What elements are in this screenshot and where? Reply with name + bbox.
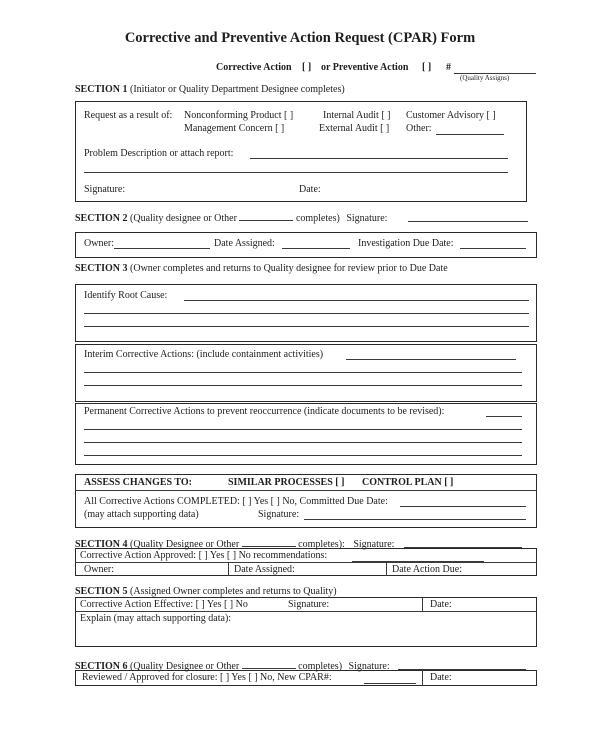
attach-supporting-data-note: (may attach supporting data): [84, 509, 199, 520]
permanent-actions-line[interactable]: [84, 455, 522, 456]
assess-signature-field[interactable]: [304, 519, 526, 520]
actions-completed-label: All Corrective Actions COMPLETED: [ ] Yes [ ] No, Committed Due Date:: [84, 496, 388, 507]
preventive-action-checkbox[interactable]: [ ]: [422, 62, 432, 73]
section5-col-divider: [422, 597, 423, 611]
permanent-actions-line[interactable]: [84, 442, 522, 443]
section6-desc-a: (Quality Designee or Other: [130, 661, 240, 672]
section2-desc-a: (Quality designee or Other: [130, 213, 237, 224]
problem-description-label: Problem Description or attach report:: [84, 148, 234, 159]
investigation-due-field[interactable]: [460, 248, 526, 249]
section2-signature-field[interactable]: [408, 221, 528, 222]
internal-audit-checkbox[interactable]: Internal Audit [ ]: [323, 110, 391, 121]
control-plan-checkbox[interactable]: CONTROL PLAN [ ]: [362, 477, 454, 488]
section4-desc-a: (Quality Designee or Other: [130, 539, 240, 550]
owner-field[interactable]: [114, 248, 210, 249]
quality-assigns-note: (Quality Assigns): [460, 74, 510, 82]
date-assigned-field[interactable]: [282, 248, 350, 249]
section5-signature-label: Signature:: [288, 599, 330, 610]
interim-actions-field[interactable]: [346, 359, 516, 360]
section2-header: [75, 211, 387, 224]
assess-signature-label: Signature:: [258, 509, 300, 520]
section1-description: (Initiator or Quality Department Designee completes): [130, 84, 345, 95]
problem-description-field[interactable]: [250, 158, 508, 159]
section1-date-label: Date:: [299, 184, 321, 195]
interim-actions-line[interactable]: [84, 385, 522, 386]
other-label: Other:: [406, 123, 432, 134]
recommendations-field[interactable]: [352, 561, 484, 562]
investigation-due-label: Investigation Due Date:: [358, 238, 454, 249]
ca-effective-label: Corrective Action Effective: [ ] Yes [ ] No: [80, 599, 248, 610]
section1-header: [75, 84, 345, 95]
assess-changes-label: ASSESS CHANGES TO:: [84, 477, 193, 488]
problem-description-line[interactable]: [84, 172, 508, 173]
page-title: Corrective and Preventive Action Request (CPAR) Form: [124, 30, 476, 46]
section1-heading: SECTION 1: [75, 84, 128, 95]
explain-label: Explain (may attach supporting data):: [80, 613, 232, 624]
section5-description: (Assigned Owner completes and returns to Quality): [130, 586, 337, 597]
permanent-actions-label: Permanent Corrective Actions to prevent reoccurrence (indicate documents to be revised):: [84, 406, 445, 417]
section4-date-assigned-label: Date Assigned:: [234, 564, 295, 575]
section4-owner-label: Owner:: [84, 564, 114, 575]
reviewed-approved-label: Reviewed / Approved for closure: [ ] Yes [ ] No, New CPAR#:: [82, 672, 332, 683]
interim-actions-label: Interim Corrective Actions: (include containment activities): [84, 349, 324, 360]
request-label: Request as a result of:: [84, 110, 173, 121]
preventive-action-label: or Preventive Action: [321, 62, 409, 73]
permanent-actions-field[interactable]: [486, 416, 522, 417]
permanent-actions-line[interactable]: [84, 429, 522, 430]
section3-header: [75, 263, 448, 274]
nonconforming-product-checkbox[interactable]: Nonconforming Product [ ]: [184, 110, 294, 121]
section4-heading: SECTION 4: [75, 539, 128, 550]
section6-signature-label: Signature:: [348, 661, 390, 672]
section6-heading: SECTION 6: [75, 661, 128, 672]
section6-desc-b: completes): [298, 661, 343, 672]
ca-approved-label: Corrective Action Approved: [ ] Yes [ ] No recommendations:: [80, 550, 328, 561]
management-concern-checkbox[interactable]: Management Concern [ ]: [184, 123, 285, 134]
section5-divider: [75, 611, 537, 612]
new-cpar-number-field[interactable]: [364, 683, 416, 684]
cpar-number-label: #: [446, 62, 451, 73]
root-cause-label: Identify Root Cause:: [84, 290, 168, 301]
root-cause-line[interactable]: [84, 326, 529, 327]
root-cause-field[interactable]: [184, 300, 529, 301]
assess-divider: [75, 490, 537, 491]
committed-due-date-field[interactable]: [400, 506, 526, 507]
root-cause-line[interactable]: [84, 313, 529, 314]
customer-advisory-checkbox[interactable]: Customer Advisory [ ]: [406, 110, 496, 121]
section6-date-label: Date:: [430, 672, 452, 683]
section2-desc-b: completes): [295, 213, 340, 224]
section6-other-field[interactable]: [242, 659, 296, 669]
section6-col-divider: [422, 670, 423, 686]
owner-label: Owner:: [84, 238, 114, 249]
section5-header: [75, 586, 337, 597]
section4-col-divider: [386, 562, 387, 576]
section3-description: (Owner completes and returns to Quality designee for review prior to Due Date: [130, 263, 448, 274]
section4-col-divider: [228, 562, 229, 576]
section4-signature-label: Signature:: [353, 539, 395, 550]
section4-other-field[interactable]: [242, 537, 296, 547]
section2-other-field[interactable]: [239, 211, 293, 221]
section4-divider: [75, 562, 537, 563]
section5-date-label: Date:: [430, 599, 452, 610]
date-assigned-label: Date Assigned:: [214, 238, 275, 249]
section3-heading: SECTION 3: [75, 263, 128, 274]
date-action-due-label: Date Action Due:: [392, 564, 462, 575]
section2-heading: SECTION 2: [75, 213, 128, 224]
section2-signature-label: Signature:: [346, 213, 388, 224]
interim-actions-line[interactable]: [84, 372, 522, 373]
other-field[interactable]: [436, 134, 504, 135]
section2-box: [75, 232, 537, 258]
section4-desc-b: completes):: [298, 539, 345, 550]
corrective-action-label: Corrective Action: [216, 62, 292, 73]
section5-heading: SECTION 5: [75, 586, 128, 597]
external-audit-checkbox[interactable]: External Audit [ ]: [319, 123, 390, 134]
corrective-action-checkbox[interactable]: [ ]: [302, 62, 312, 73]
section1-signature-label: Signature:: [84, 184, 126, 195]
similar-processes-checkbox[interactable]: SIMILAR PROCESSES [ ]: [228, 477, 345, 488]
